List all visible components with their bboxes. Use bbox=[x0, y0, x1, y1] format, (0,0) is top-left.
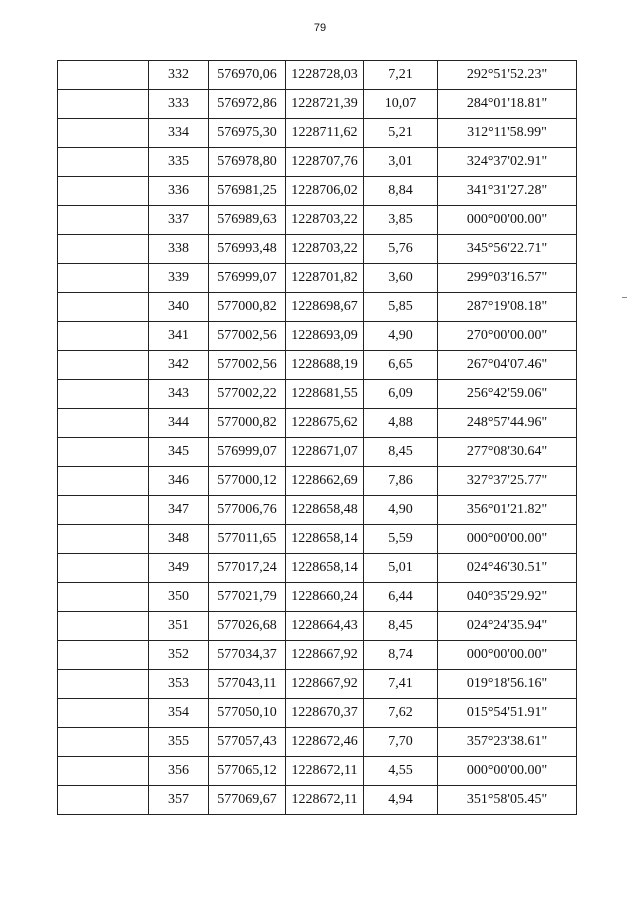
x-coordinate-cell: 577026,68 bbox=[209, 612, 286, 641]
scan-mark bbox=[622, 297, 627, 298]
table-row bbox=[58, 525, 577, 554]
x-coordinate-cell: 577043,11 bbox=[209, 670, 286, 699]
point-number-cell: 341 bbox=[149, 322, 209, 351]
x-coordinate-cell: 577000,12 bbox=[209, 467, 286, 496]
y-coordinate-cell: 1228693,09 bbox=[286, 322, 364, 351]
table-row bbox=[58, 61, 577, 90]
blank-cell bbox=[58, 409, 149, 438]
distance-cell: 3,85 bbox=[364, 206, 438, 235]
distance-cell: 5,01 bbox=[364, 554, 438, 583]
point-number-cell: 351 bbox=[149, 612, 209, 641]
distance-cell: 8,45 bbox=[364, 438, 438, 467]
direction-angle-cell: 248°57'44.96" bbox=[438, 409, 577, 438]
point-number-cell: 335 bbox=[149, 148, 209, 177]
y-coordinate-cell: 1228706,02 bbox=[286, 177, 364, 206]
table-row bbox=[58, 148, 577, 177]
y-coordinate-cell: 1228664,43 bbox=[286, 612, 364, 641]
x-coordinate-cell: 577034,37 bbox=[209, 641, 286, 670]
table-row bbox=[58, 206, 577, 235]
point-number-cell: 349 bbox=[149, 554, 209, 583]
y-coordinate-cell: 1228703,22 bbox=[286, 206, 364, 235]
x-coordinate-cell: 577011,65 bbox=[209, 525, 286, 554]
distance-cell: 7,86 bbox=[364, 467, 438, 496]
x-coordinate-cell: 576989,63 bbox=[209, 206, 286, 235]
x-coordinate-cell: 576975,30 bbox=[209, 119, 286, 148]
table-row bbox=[58, 728, 577, 757]
y-coordinate-cell: 1228688,19 bbox=[286, 351, 364, 380]
page-number: 79 bbox=[313, 22, 327, 34]
point-number-cell: 354 bbox=[149, 699, 209, 728]
direction-angle-cell: 019°18'56.16" bbox=[438, 670, 577, 699]
direction-angle-cell: 277°08'30.64" bbox=[438, 438, 577, 467]
x-coordinate-cell: 576999,07 bbox=[209, 264, 286, 293]
table-row bbox=[58, 699, 577, 728]
direction-angle-cell: 324°37'02.91" bbox=[438, 148, 577, 177]
distance-cell: 8,45 bbox=[364, 612, 438, 641]
distance-cell: 7,70 bbox=[364, 728, 438, 757]
x-coordinate-cell: 576970,06 bbox=[209, 61, 286, 90]
table-row bbox=[58, 119, 577, 148]
x-coordinate-cell: 576999,07 bbox=[209, 438, 286, 467]
x-coordinate-cell: 577002,56 bbox=[209, 322, 286, 351]
x-coordinate-cell: 576981,25 bbox=[209, 177, 286, 206]
y-coordinate-cell: 1228670,37 bbox=[286, 699, 364, 728]
blank-cell bbox=[58, 293, 149, 322]
x-coordinate-cell: 576993,48 bbox=[209, 235, 286, 264]
distance-cell: 4,55 bbox=[364, 757, 438, 786]
direction-angle-cell: 351°58'05.45" bbox=[438, 786, 577, 815]
y-coordinate-cell: 1228707,76 bbox=[286, 148, 364, 177]
direction-angle-cell: 267°04'07.46" bbox=[438, 351, 577, 380]
point-number-cell: 346 bbox=[149, 467, 209, 496]
blank-cell bbox=[58, 438, 149, 467]
point-number-cell: 343 bbox=[149, 380, 209, 409]
blank-cell bbox=[58, 61, 149, 90]
blank-cell bbox=[58, 148, 149, 177]
distance-cell: 5,59 bbox=[364, 525, 438, 554]
blank-cell bbox=[58, 90, 149, 119]
table-row bbox=[58, 670, 577, 699]
y-coordinate-cell: 1228667,92 bbox=[286, 641, 364, 670]
y-coordinate-cell: 1228658,48 bbox=[286, 496, 364, 525]
y-coordinate-cell: 1228721,39 bbox=[286, 90, 364, 119]
blank-cell bbox=[58, 728, 149, 757]
point-number-cell: 347 bbox=[149, 496, 209, 525]
direction-angle-cell: 000°00'00.00" bbox=[438, 525, 577, 554]
point-number-cell: 336 bbox=[149, 177, 209, 206]
point-number-cell: 333 bbox=[149, 90, 209, 119]
point-number-cell: 339 bbox=[149, 264, 209, 293]
distance-cell: 6,44 bbox=[364, 583, 438, 612]
blank-cell bbox=[58, 699, 149, 728]
point-number-cell: 337 bbox=[149, 206, 209, 235]
table-row bbox=[58, 438, 577, 467]
y-coordinate-cell: 1228701,82 bbox=[286, 264, 364, 293]
point-number-cell: 338 bbox=[149, 235, 209, 264]
direction-angle-cell: 000°00'00.00" bbox=[438, 206, 577, 235]
table-row bbox=[58, 235, 577, 264]
direction-angle-cell: 015°54'51.91" bbox=[438, 699, 577, 728]
blank-cell bbox=[58, 380, 149, 409]
x-coordinate-cell: 577065,12 bbox=[209, 757, 286, 786]
y-coordinate-cell: 1228672,46 bbox=[286, 728, 364, 757]
point-number-cell: 345 bbox=[149, 438, 209, 467]
point-number-cell: 334 bbox=[149, 119, 209, 148]
table-row bbox=[58, 641, 577, 670]
point-number-cell: 344 bbox=[149, 409, 209, 438]
y-coordinate-cell: 1228711,62 bbox=[286, 119, 364, 148]
x-coordinate-cell: 577069,67 bbox=[209, 786, 286, 815]
y-coordinate-cell: 1228675,62 bbox=[286, 409, 364, 438]
distance-cell: 4,88 bbox=[364, 409, 438, 438]
table-row bbox=[58, 496, 577, 525]
blank-cell bbox=[58, 583, 149, 612]
distance-cell: 8,84 bbox=[364, 177, 438, 206]
distance-cell: 7,62 bbox=[364, 699, 438, 728]
direction-angle-cell: 040°35'29.92" bbox=[438, 583, 577, 612]
table-row bbox=[58, 177, 577, 206]
y-coordinate-cell: 1228672,11 bbox=[286, 757, 364, 786]
table-row bbox=[58, 554, 577, 583]
point-number-cell: 353 bbox=[149, 670, 209, 699]
table-row bbox=[58, 264, 577, 293]
distance-cell: 6,09 bbox=[364, 380, 438, 409]
direction-angle-cell: 256°42'59.06" bbox=[438, 380, 577, 409]
table-row bbox=[58, 612, 577, 641]
direction-angle-cell: 345°56'22.71" bbox=[438, 235, 577, 264]
direction-angle-cell: 287°19'08.18" bbox=[438, 293, 577, 322]
direction-angle-cell: 000°00'00.00" bbox=[438, 641, 577, 670]
blank-cell bbox=[58, 786, 149, 815]
table-row bbox=[58, 467, 577, 496]
point-number-cell: 342 bbox=[149, 351, 209, 380]
blank-cell bbox=[58, 496, 149, 525]
table-row bbox=[58, 380, 577, 409]
table-row bbox=[58, 322, 577, 351]
direction-angle-cell: 312°11'58.99" bbox=[438, 119, 577, 148]
x-coordinate-cell: 577050,10 bbox=[209, 699, 286, 728]
y-coordinate-cell: 1228672,11 bbox=[286, 786, 364, 815]
coordinates-table bbox=[57, 60, 577, 815]
direction-angle-cell: 284°01'18.81" bbox=[438, 90, 577, 119]
distance-cell: 7,41 bbox=[364, 670, 438, 699]
blank-cell bbox=[58, 670, 149, 699]
y-coordinate-cell: 1228698,67 bbox=[286, 293, 364, 322]
table-row bbox=[58, 293, 577, 322]
table-row bbox=[58, 757, 577, 786]
direction-angle-cell: 000°00'00.00" bbox=[438, 757, 577, 786]
table-row bbox=[58, 583, 577, 612]
y-coordinate-cell: 1228658,14 bbox=[286, 554, 364, 583]
distance-cell: 3,60 bbox=[364, 264, 438, 293]
blank-cell bbox=[58, 235, 149, 264]
x-coordinate-cell: 577000,82 bbox=[209, 409, 286, 438]
point-number-cell: 352 bbox=[149, 641, 209, 670]
point-number-cell: 340 bbox=[149, 293, 209, 322]
x-coordinate-cell: 576978,80 bbox=[209, 148, 286, 177]
blank-cell bbox=[58, 554, 149, 583]
blank-cell bbox=[58, 322, 149, 351]
direction-angle-cell: 356°01'21.82" bbox=[438, 496, 577, 525]
y-coordinate-cell: 1228660,24 bbox=[286, 583, 364, 612]
table-row bbox=[58, 90, 577, 119]
blank-cell bbox=[58, 467, 149, 496]
direction-angle-cell: 357°23'38.61" bbox=[438, 728, 577, 757]
table-row bbox=[58, 786, 577, 815]
distance-cell: 5,85 bbox=[364, 293, 438, 322]
y-coordinate-cell: 1228667,92 bbox=[286, 670, 364, 699]
distance-cell: 6,65 bbox=[364, 351, 438, 380]
blank-cell bbox=[58, 206, 149, 235]
distance-cell: 4,94 bbox=[364, 786, 438, 815]
point-number-cell: 356 bbox=[149, 757, 209, 786]
point-number-cell: 332 bbox=[149, 61, 209, 90]
direction-angle-cell: 270°00'00.00" bbox=[438, 322, 577, 351]
distance-cell: 3,01 bbox=[364, 148, 438, 177]
direction-angle-cell: 024°24'35.94" bbox=[438, 612, 577, 641]
x-coordinate-cell: 577021,79 bbox=[209, 583, 286, 612]
blank-cell bbox=[58, 177, 149, 206]
y-coordinate-cell: 1228671,07 bbox=[286, 438, 364, 467]
x-coordinate-cell: 577002,22 bbox=[209, 380, 286, 409]
distance-cell: 8,74 bbox=[364, 641, 438, 670]
point-number-cell: 348 bbox=[149, 525, 209, 554]
distance-cell: 7,21 bbox=[364, 61, 438, 90]
y-coordinate-cell: 1228662,69 bbox=[286, 467, 364, 496]
y-coordinate-cell: 1228728,03 bbox=[286, 61, 364, 90]
blank-cell bbox=[58, 264, 149, 293]
x-coordinate-cell: 577006,76 bbox=[209, 496, 286, 525]
direction-angle-cell: 292°51'52.23" bbox=[438, 61, 577, 90]
distance-cell: 4,90 bbox=[364, 496, 438, 525]
blank-cell bbox=[58, 641, 149, 670]
table-row bbox=[58, 351, 577, 380]
distance-cell: 4,90 bbox=[364, 322, 438, 351]
distance-cell: 5,21 bbox=[364, 119, 438, 148]
x-coordinate-cell: 577057,43 bbox=[209, 728, 286, 757]
y-coordinate-cell: 1228681,55 bbox=[286, 380, 364, 409]
x-coordinate-cell: 577017,24 bbox=[209, 554, 286, 583]
x-coordinate-cell: 577002,56 bbox=[209, 351, 286, 380]
blank-cell bbox=[58, 351, 149, 380]
blank-cell bbox=[58, 119, 149, 148]
blank-cell bbox=[58, 757, 149, 786]
table-row bbox=[58, 409, 577, 438]
direction-angle-cell: 327°37'25.77" bbox=[438, 467, 577, 496]
point-number-cell: 350 bbox=[149, 583, 209, 612]
y-coordinate-cell: 1228658,14 bbox=[286, 525, 364, 554]
point-number-cell: 355 bbox=[149, 728, 209, 757]
blank-cell bbox=[58, 525, 149, 554]
direction-angle-cell: 341°31'27.28" bbox=[438, 177, 577, 206]
distance-cell: 10,07 bbox=[364, 90, 438, 119]
point-number-cell: 357 bbox=[149, 786, 209, 815]
y-coordinate-cell: 1228703,22 bbox=[286, 235, 364, 264]
x-coordinate-cell: 576972,86 bbox=[209, 90, 286, 119]
direction-angle-cell: 024°46'30.51" bbox=[438, 554, 577, 583]
blank-cell bbox=[58, 612, 149, 641]
direction-angle-cell: 299°03'16.57" bbox=[438, 264, 577, 293]
coordinates-table-body bbox=[58, 61, 577, 815]
x-coordinate-cell: 577000,82 bbox=[209, 293, 286, 322]
distance-cell: 5,76 bbox=[364, 235, 438, 264]
